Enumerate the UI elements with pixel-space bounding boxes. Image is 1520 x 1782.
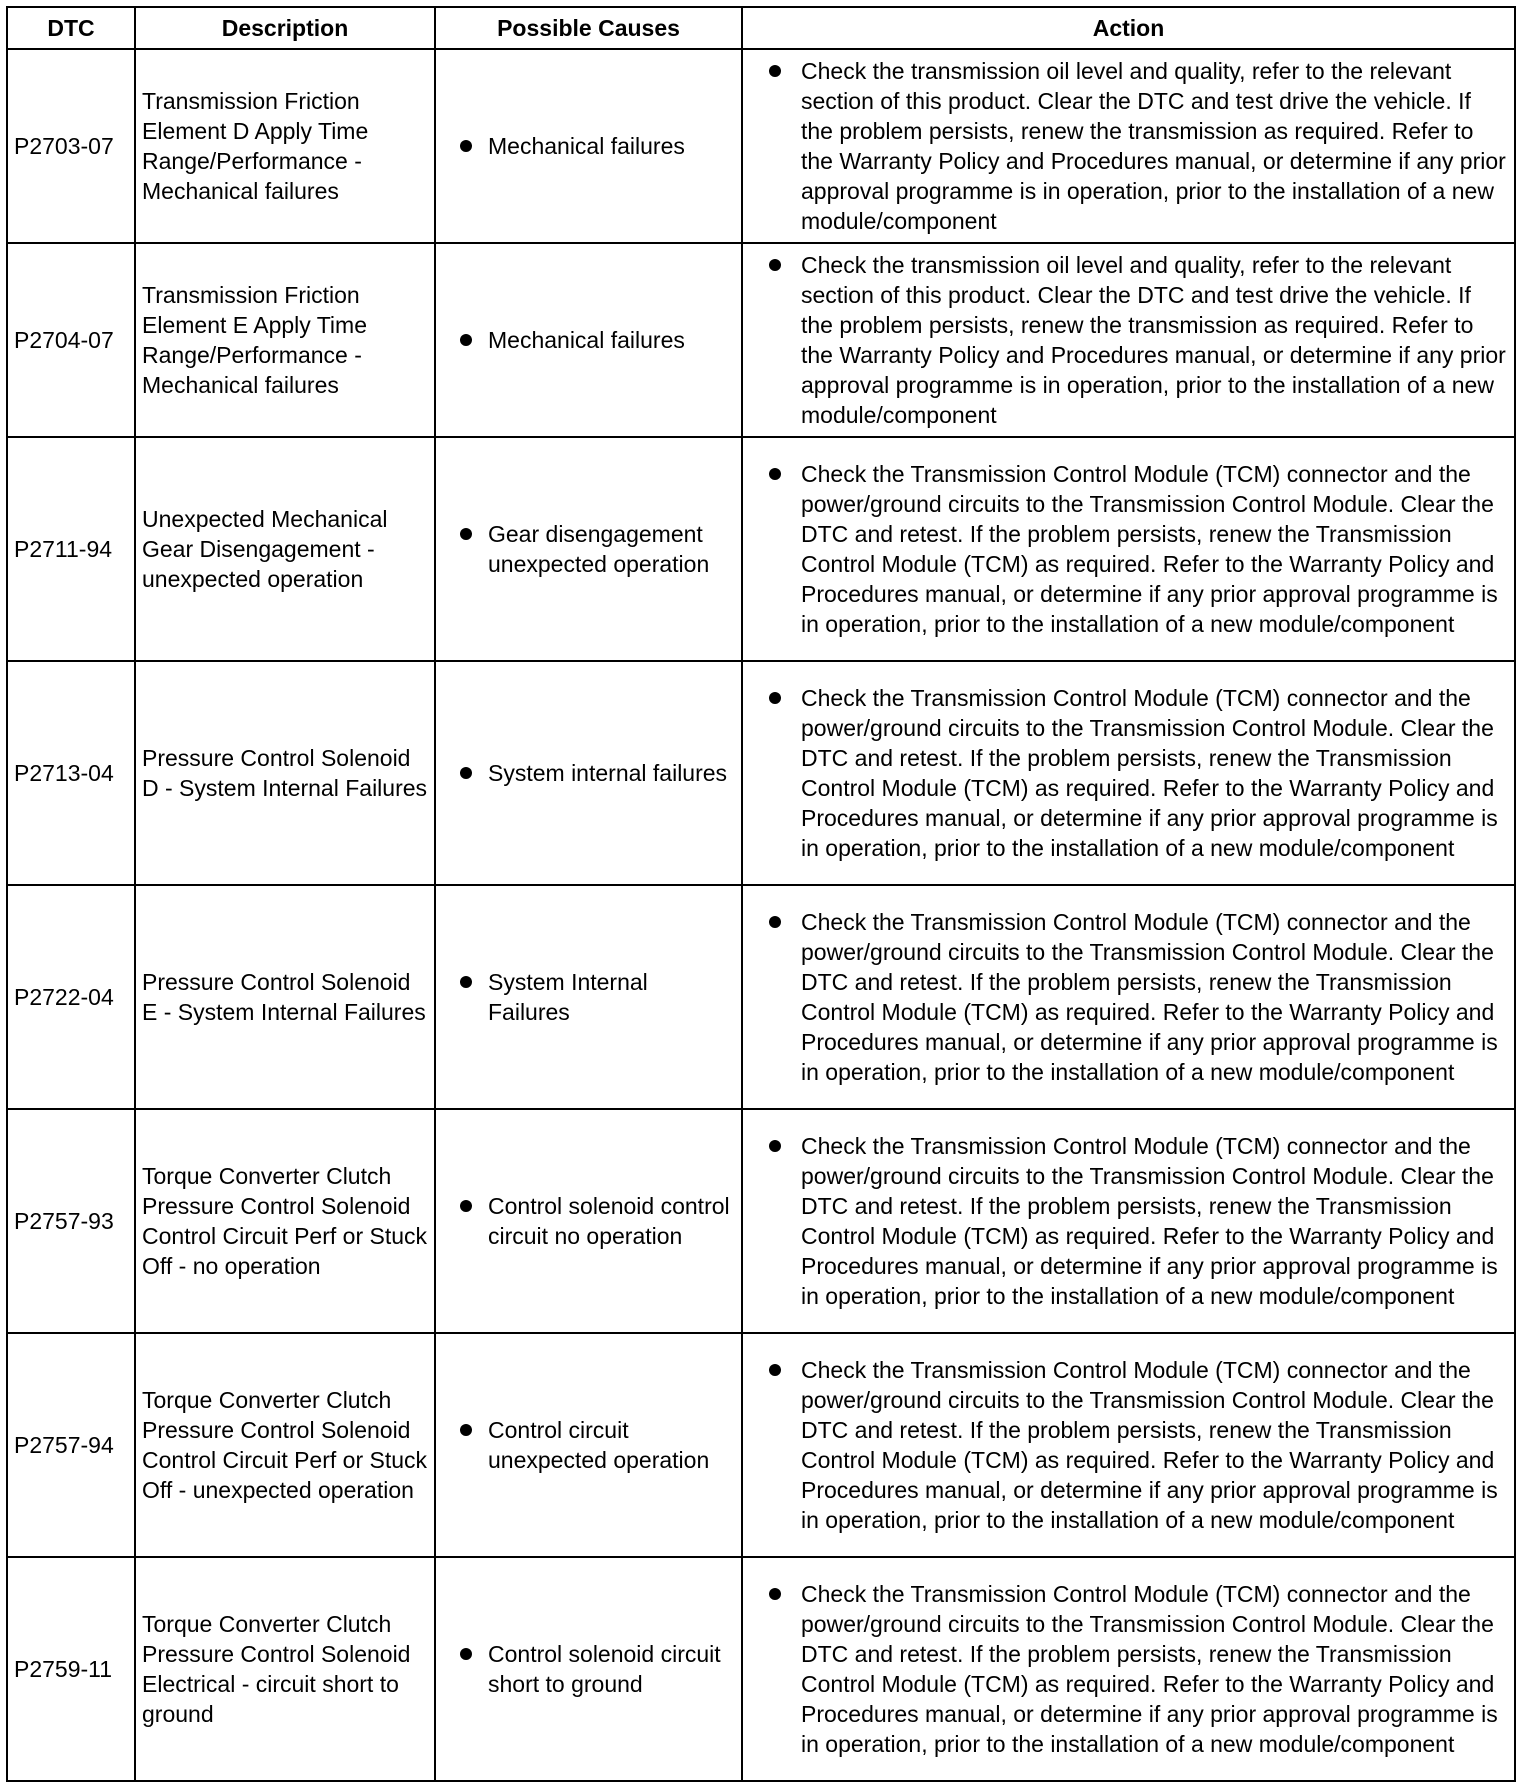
action-text: Check the Transmission Control Module (TCM) connector and the power/ground circuits to the Transmission Control Module. Clear the DTC and retest. If the problem persists, renew the Transmission Control Module (TCM) as required. Refer to the Warranty Policy and Procedures manual, or determine if any prior approval programme is in operation, prior to the installation of a new module/component [801,1357,1498,1533]
possible-cause-cell [435,49,742,243]
action-item [749,683,1508,863]
dtc-description: Pressure Control Solenoid E - System Internal Failures [135,885,435,1109]
bullet-icon [460,334,472,346]
possible-cause-cell [435,1109,742,1333]
bullet-icon [460,976,472,988]
possible-cause: Control solenoid circuit short to ground [488,1641,721,1697]
action-cell [742,661,1515,885]
possible-cause: Control circuit unexpected operation [488,1417,710,1473]
possible-cause: System internal failures [488,760,728,786]
cause-item [442,325,735,355]
possible-cause-cell [435,661,742,885]
action-text: Check the Transmission Control Module (TCM) connector and the power/ground circuits to the Transmission Control Module. Clear the DTC and retest. If the problem persists, renew the Transmission Control Module (TCM) as required. Refer to the Warranty Policy and Procedures manual, or determine if any prior approval programme is in operation, prior to the installation of a new module/component [801,685,1498,861]
cause-item [442,967,735,1027]
action-text: Check the transmission oil level and quality, refer to the relevant section of this product. Clear the DTC and test drive the vehicle. If the problem persists, renew the transmission as required. Refer to the Warranty Policy and Procedures manual, or determine if any prior approval programme is in operation, prior to the installation of a new module/component [801,58,1506,234]
dtc-code: P2713-04 [7,661,135,885]
possible-cause: System Internal Failures [488,969,648,1025]
bullet-icon [769,65,781,77]
bullet-icon [460,1648,472,1660]
possible-cause-cell [435,243,742,437]
action-text: Check the Transmission Control Module (TCM) connector and the power/ground circuits to the Transmission Control Module. Clear the DTC and retest. If the problem persists, renew the Transmission Control Module (TCM) as required. Refer to the Warranty Policy and Procedures manual, or determine if any prior approval programme is in operation, prior to the installation of a new module/component [801,461,1498,637]
dtc-table [6,6,1516,1782]
action-text: Check the transmission oil level and quality, refer to the relevant section of this product. Clear the DTC and test drive the vehicle. If the problem persists, renew the transmission as required. Refer to the Warranty Policy and Procedures manual, or determine if any prior approval programme is in operation, prior to the installation of a new module/component [801,252,1506,428]
bullet-icon [460,528,472,540]
cause-item [442,131,735,161]
dtc-code: P2703-07 [7,49,135,243]
table-row [7,1557,1515,1781]
table-row [7,1109,1515,1333]
action-cell [742,1333,1515,1557]
header-possible-causes: Possible Causes [435,7,742,49]
possible-cause: Mechanical failures [488,133,685,159]
cause-item [442,1639,735,1699]
action-item [749,459,1508,639]
action-cell [742,49,1515,243]
bullet-icon [769,1588,781,1600]
possible-cause: Control solenoid control circuit no operation [488,1193,730,1249]
dtc-code: P2704-07 [7,243,135,437]
bullet-icon [460,1200,472,1212]
table-row [7,1333,1515,1557]
header-row [7,7,1515,49]
possible-cause-cell [435,1333,742,1557]
table-row [7,243,1515,437]
dtc-code: P2757-93 [7,1109,135,1333]
action-item [749,250,1508,430]
possible-cause-cell [435,1557,742,1781]
action-text: Check the Transmission Control Module (TCM) connector and the power/ground circuits to the Transmission Control Module. Clear the DTC and retest. If the problem persists, renew the Transmission Control Module (TCM) as required. Refer to the Warranty Policy and Procedures manual, or determine if any prior approval programme is in operation, prior to the installation of a new module/component [801,1581,1498,1757]
cause-item [442,1415,735,1475]
header-action: Action [742,7,1515,49]
dtc-description: Pressure Control Solenoid D - System Internal Failures [135,661,435,885]
action-item [749,1579,1508,1759]
action-cell [742,1557,1515,1781]
action-cell [742,885,1515,1109]
possible-cause: Gear disengagement unexpected operation [488,521,710,577]
bullet-icon [769,916,781,928]
possible-cause-cell [435,885,742,1109]
dtc-description: Transmission Friction Element D Apply Time Range/Performance - Mechanical failures [135,49,435,243]
action-item [749,56,1508,236]
cause-item [442,1191,735,1251]
bullet-icon [460,767,472,779]
bullet-icon [460,1424,472,1436]
dtc-description: Torque Converter Clutch Pressure Control Solenoid Control Circuit Perf or Stuck Off - no operation [135,1109,435,1333]
action-cell [742,243,1515,437]
action-cell [742,437,1515,661]
possible-cause: Mechanical failures [488,327,685,353]
table-row [7,49,1515,243]
dtc-code: P2722-04 [7,885,135,1109]
dtc-code: P2759-11 [7,1557,135,1781]
action-item [749,1355,1508,1535]
dtc-code: P2757-94 [7,1333,135,1557]
table-row [7,885,1515,1109]
bullet-icon [769,692,781,704]
action-text: Check the Transmission Control Module (TCM) connector and the power/ground circuits to the Transmission Control Module. Clear the DTC and retest. If the problem persists, renew the Transmission Control Module (TCM) as required. Refer to the Warranty Policy and Procedures manual, or determine if any prior approval programme is in operation, prior to the installation of a new module/component [801,909,1498,1085]
bullet-icon [769,468,781,480]
action-text: Check the Transmission Control Module (TCM) connector and the power/ground circuits to the Transmission Control Module. Clear the DTC and retest. If the problem persists, renew the Transmission Control Module (TCM) as required. Refer to the Warranty Policy and Procedures manual, or determine if any prior approval programme is in operation, prior to the installation of a new module/component [801,1133,1498,1309]
bullet-icon [769,1140,781,1152]
table-row [7,661,1515,885]
cause-item [442,758,735,788]
cause-item [442,519,735,579]
possible-cause-cell [435,437,742,661]
bullet-icon [769,1364,781,1376]
action-item [749,1131,1508,1311]
header-dtc: DTC [7,7,135,49]
action-cell [742,1109,1515,1333]
bullet-icon [769,259,781,271]
header-description: Description [135,7,435,49]
dtc-description: Transmission Friction Element E Apply Time Range/Performance - Mechanical failures [135,243,435,437]
dtc-description: Unexpected Mechanical Gear Disengagement - unexpected operation [135,437,435,661]
action-item [749,907,1508,1087]
dtc-description: Torque Converter Clutch Pressure Control Solenoid Control Circuit Perf or Stuck Off - unexpected operation [135,1333,435,1557]
table-row [7,437,1515,661]
bullet-icon [460,140,472,152]
dtc-code: P2711-94 [7,437,135,661]
dtc-description: Torque Converter Clutch Pressure Control Solenoid Electrical - circuit short to ground [135,1557,435,1781]
